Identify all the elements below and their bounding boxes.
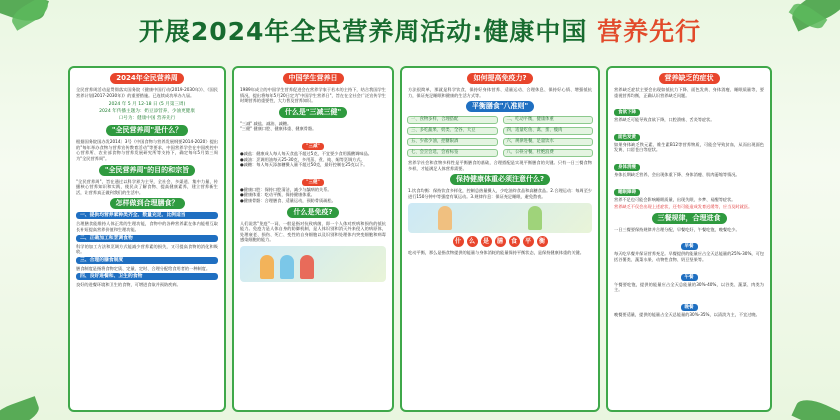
column-national-week [68, 66, 226, 412]
guideline-text: 科学的加工方法和烹调方式能减少营养素的损失，又可提高食物的消化和吸收。 [76, 243, 218, 255]
jian-tag: "三健" [302, 179, 324, 186]
intro-text: 方法很简单，那就是科学饮食，保持好身体营养、适量运动、合理休息、保持好心情、增强抵抗力，保证充足睡眠和健康的生活方式等。 [408, 87, 592, 98]
sanjian-line: "三减" 减盐、减油、减糖。 [240, 120, 292, 126]
person-figure-icon [438, 206, 452, 230]
symptom-tag: 面色发黄 [614, 134, 640, 141]
pill-char: 么 [467, 236, 478, 247]
section-text: 根据国务院国办发2014〕3号《中国食物与营养发展纲要2014-2020》提出的"每年举办食物与营养宣传教育活动"等要求，中国营养学会在中国疾控中心营养所、农业部食物与营养发展研究所等支持下，确定每年5月第三周为"全民营养周"。 [76, 139, 218, 161]
section-header: 2024年全民营养周 [110, 73, 183, 84]
rule-chip: 八、公筷分餐，杜绝浪费 [503, 149, 594, 157]
rules-grid [402, 115, 598, 158]
section-text: 营养学社会和食物多样性是平衡膳食的基础，合理搭配是实现平衡膳食的关键。只有一日三餐食物多样，才能满足人体营养需要。 [408, 160, 592, 171]
pill-char: 平 [523, 236, 534, 247]
section-text: "全民营养周"，旨在通过以科学界为主导，全社会、多渠道、集中力量，传播核心营养知识和实践，使民众了解食物、提高健康素养，建立营养新生活，让营养真正做到我们的生活中。 [76, 178, 218, 195]
meal-tag: 早餐 [681, 243, 698, 250]
intro-text: 全民营养周活动是贯彻落实国务院《健康中国行动(2019-2030年)》、《国民营养计划(2017-2030年)》的重要措施。已连续成功举办九届。 [76, 87, 218, 98]
meal-text: 每天吃早餐并保证营养充足。早餐提供的能量应占全天总能量的25%-30%，可包括谷薯类、蔬菜水果、动物性食物、奶豆坚果等。 [614, 251, 764, 262]
jian-item: ●健康骨骼：合理膳食、适量运动，预防骨质疏松。 [240, 197, 336, 203]
healthy-food-illustration [408, 203, 592, 233]
section-header: 怎样做到合理膳食？ [110, 198, 185, 209]
section-header: 什么是"三减三健" [279, 107, 347, 118]
rule-chip: 七、会烹会选，会看标签 [407, 149, 498, 157]
section-text: 人们说常"免疫"一词，一般是指对抗致病菌，即一个人体对疾病和损伤的抵抗能力。免疫力是人体自身的防御机制，是人体识别和消灭外来侵入的病原体，处理衰老、损伤、死亡、变性的自身细胞以及识别和处理体内突变细胞和病毒感染细胞的能力。 [240, 220, 386, 243]
section-header: 平衡膳食"八准则" [466, 101, 534, 112]
guideline-bar: 三、合理的膳食制度 [76, 257, 218, 264]
column-student-day [232, 66, 394, 412]
child-figure-icon [300, 255, 314, 279]
section-text: 吃动平衡，那么是指食物提供的能量与身体消耗的能量保持平衡状态，是保持健康体重的关键。 [408, 249, 584, 255]
section-header: 保持健康体重必须注意什么? [450, 174, 550, 185]
column-deficiency [606, 66, 772, 412]
symptom-text: 营养不足也可能会影响睡眠质量，出现失眠、多梦、易醒等症状。 [614, 196, 736, 202]
section-header: 中国学生营养日 [283, 73, 344, 84]
pill-char: 什 [453, 236, 464, 247]
guideline-bar: 四、良好进餐和、卫生的食物 [76, 273, 218, 280]
intro-text: 1989年成立的中国学生营养促进会在营养学家于若木的主持下，结合我国学生情况，提出将每年5月20日定为"中国学生营养日"，旨在在全社会广泛宣传学生时期营养的重要性，大力普及营养知识。 [240, 87, 386, 104]
meal-text: 晚餐要适量，提供的能量占全天总能量的30%-35%，以清淡为主，不宜过晚。 [614, 311, 760, 317]
guideline-text: 合理膳食能维持人体正常的生理功能，食物中的各种营养素在体内能相互取长补短提高营养价值和生理功能。 [76, 221, 218, 232]
meal-tag: 晚餐 [681, 304, 698, 311]
child-figure-icon [260, 255, 274, 279]
jian-item: ●减油：烹调用油每天25-30克，多用蒸、煮、炖、焖等烹调方式。 [240, 156, 365, 162]
jian-item: ●健康体重：吃动平衡，保持健康体重。 [240, 192, 315, 198]
symptom-text: 如果身体缺乏铁元素、维生素B12等营养物质，可能会导致贫血，从而出现面色发黄、口唇苍白等症状。 [614, 141, 764, 153]
guideline-bar: 二、正确加工和烹调食物 [76, 235, 218, 242]
section-header: 三餐规律，合理进食 [652, 213, 727, 224]
kids-illustration [240, 246, 386, 282]
jian-item: ●减盐：健康成人每人每天食盐不超过5克，不宜要少食用酱酸调味品。 [240, 150, 372, 156]
warning-text: 营养缺乏不仅会出现上述症状，还有可能造成发育迟缓等，应当及时就医。 [614, 204, 753, 210]
column-immunity [400, 66, 600, 412]
meal-text: 午餐要吃饱，提供的能量应占全天总能量的30%-40%，以谷类、蔬菜、肉类为主。 [614, 281, 764, 293]
jian-tag: "三减" [302, 143, 324, 150]
page-title [0, 12, 840, 48]
meal-tag: 午餐 [681, 274, 698, 281]
slogan-line: 口号为：健康中国 营养先行 [118, 116, 176, 122]
rule-chip: 二、吃动平衡，健康体重 [503, 116, 594, 124]
symptom-tag: 睡眠障碍 [614, 189, 640, 196]
symptom-tag: 身体消瘦 [614, 164, 640, 171]
sanjian-line: "三健" 健康口腔、健康体重、健康骨骼。 [240, 126, 317, 132]
symptom-tag: 食欲下降 [614, 109, 640, 116]
rule-chip: 四、适量吃鱼、禽、蛋、瘦肉 [503, 127, 594, 135]
rule-chip: 一、食物多样，合理搭配 [407, 116, 498, 124]
section-header: "全民营养周"的目的和宗旨 [99, 165, 195, 176]
section-header: "全民营养周"是什么？ [106, 125, 188, 136]
section-header: 什么是免疫? [287, 207, 338, 218]
pill-char: 食 [509, 236, 520, 247]
symptom-text: 营养缺乏可能导致食欲下降，口腔溃疡、舌炎等症状。 [614, 117, 715, 123]
title-main: 开展2024年全民营养周活动:健康中国 [138, 17, 598, 46]
pill-char: 膳 [495, 236, 506, 247]
child-figure-icon [280, 255, 294, 279]
section-text: 一日三餐要保持规律并合理分配，早餐吃好，午餐吃饱，晚餐吃少。 [614, 226, 740, 232]
jian-item: ●健康口腔：保持口腔清洁，减少与龋病的关系。 [240, 186, 332, 192]
section-header: 如何提高免疫力? [467, 73, 532, 84]
pill-char: 衡 [537, 236, 548, 247]
rule-chip: 五、少盐少油，控糖限酒 [407, 138, 498, 146]
intro-text: 营养缺乏症状主要会出现如抵抗力下降、面色发黄、身体消瘦、睡眠质量等，要重视营养均衡，正确认识营养缺乏问题。 [614, 87, 764, 98]
pill-char: 是 [481, 236, 492, 247]
symptom-text: 身体长期缺乏营养，会出现体重下降、身体消瘦、肌肉萎缩等情况。 [614, 171, 740, 177]
rule-chip: 三、多吃蔬果、奶类、全谷、大豆 [407, 127, 498, 135]
guideline-bar: 一、提供均营养素种类齐全、数量充足、比例适当 [76, 212, 218, 219]
leaf-decoration [791, 394, 840, 420]
section-header: 营养缺乏的症状 [659, 73, 720, 84]
rule-chip: 六、规律进餐，足量饮水 [503, 138, 594, 146]
theme-line: 2024 年传播主题为：奶豆添营养，少油更健康 [99, 109, 195, 115]
balance-pills [402, 236, 598, 247]
title-accent: 营养先行 [597, 17, 702, 46]
leaf-decoration [0, 396, 42, 420]
event-date: 2024 年 5 月 12-18 日 (5 月第三周) [108, 102, 186, 108]
section-text: 1.饮食均衡：保持饮食多样化，控制总热量摄入，少吃油炸食品和高糖食品。2.合理运动：每周至少进行150分钟中等强度有氧运动。3.规律作息：保证充足睡眠，避免熬夜。 [408, 188, 592, 199]
guideline-text: 良好的进餐环境和卫生的食物，可增进食欲并预防疾病。 [76, 282, 181, 288]
guideline-text: 膳食制度是指将食物定质、定量、定时、合理分配给食用者的一种制度。 [76, 265, 211, 271]
person-figure-icon [528, 206, 542, 230]
jian-item: ●减糖：每人每天添加糖摄入量不超过50克，最好控制在25克以下。 [240, 162, 368, 168]
